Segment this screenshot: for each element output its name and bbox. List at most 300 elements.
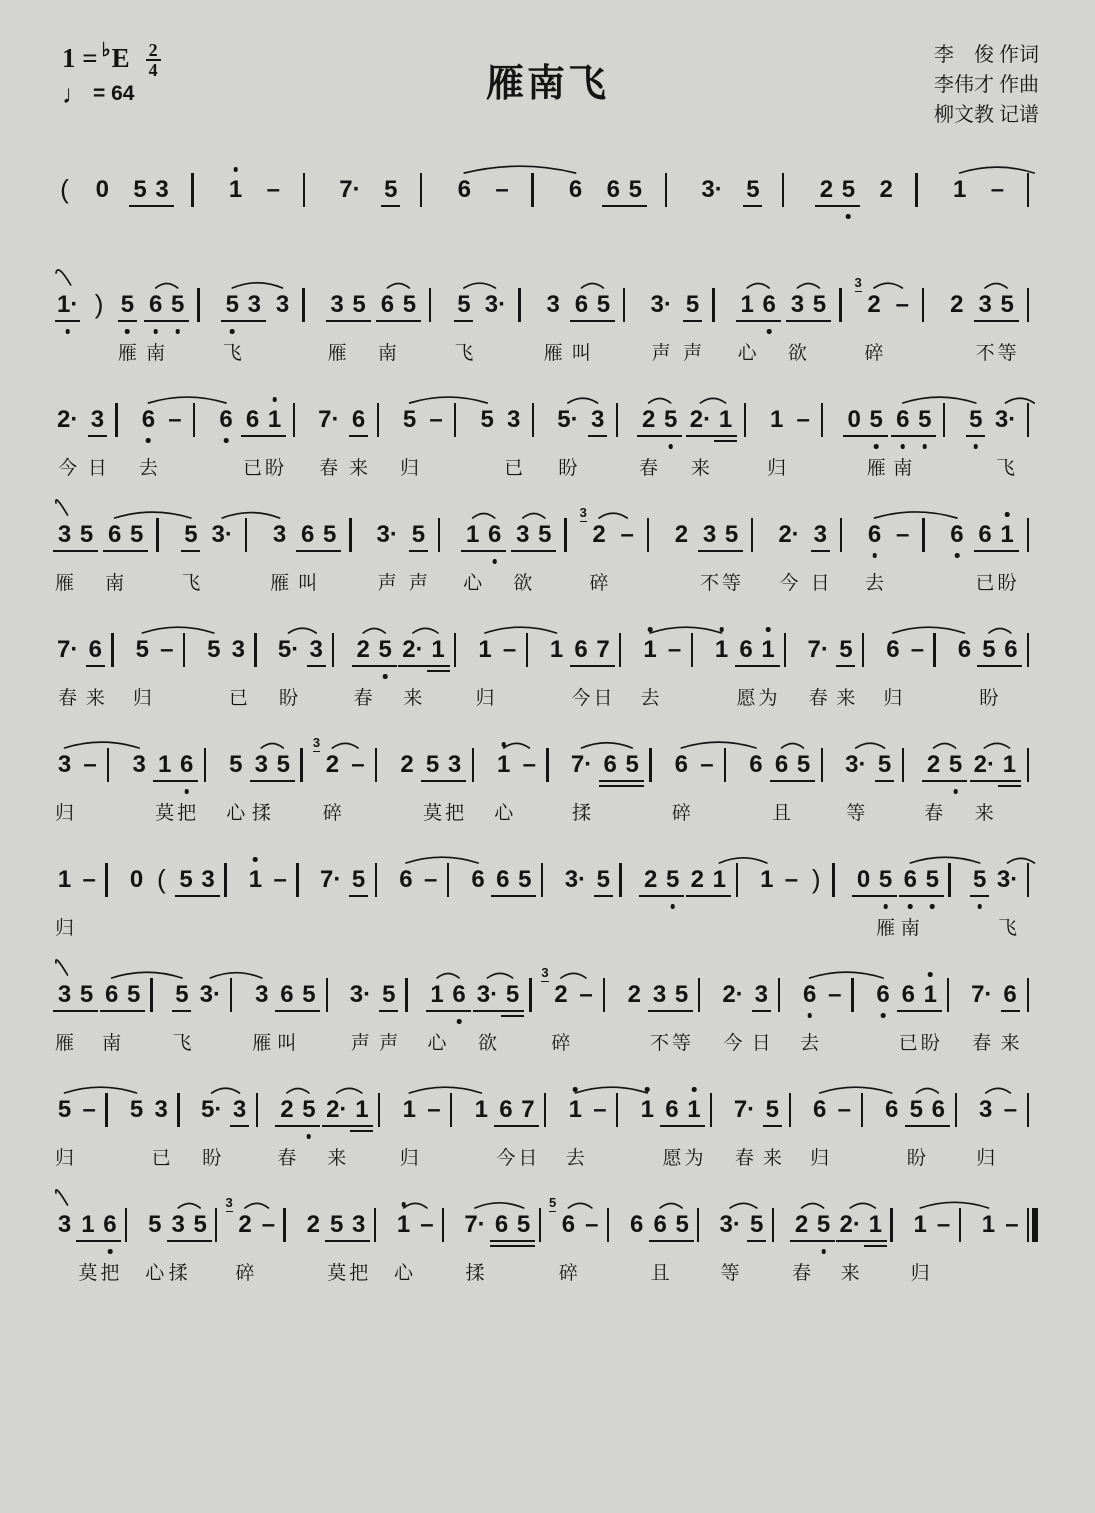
- note: [54, 739, 75, 824]
- dash-extension: [520, 739, 539, 821]
- note: [929, 1084, 948, 1166]
- note-digit: 3: [231, 636, 246, 663]
- note: [127, 509, 146, 591]
- note-digit: 2: [642, 406, 656, 433]
- note-digit: 1: [568, 1096, 582, 1123]
- barline: [114, 394, 131, 476]
- barline: [540, 854, 557, 936]
- beam-underline: [243, 320, 266, 322]
- flat-icon: ♭: [101, 40, 111, 61]
- lyric: 春: [924, 803, 944, 824]
- note: [814, 1199, 833, 1281]
- lyric: 来: [327, 1148, 347, 1169]
- music-line: [55, 255, 1043, 364]
- lyric: 春: [319, 458, 339, 479]
- lyric: 盼: [997, 573, 1017, 594]
- dash-extension: [80, 854, 99, 936]
- note-digit: 1: [761, 636, 775, 663]
- note-digit: 5·: [201, 1096, 223, 1123]
- beam-group: [792, 1199, 833, 1284]
- note-digit: 0: [856, 866, 871, 893]
- beam-group: [601, 739, 642, 821]
- dash-extension: [427, 394, 446, 476]
- dash-extension: [893, 279, 912, 361]
- note-digit: 1: [396, 1211, 411, 1238]
- beam-group: [463, 509, 504, 594]
- note-digit: 3: [790, 291, 805, 318]
- note-digit: 6: [494, 1211, 509, 1238]
- lyric: 日: [751, 1033, 771, 1054]
- note-digit: 5: [330, 1211, 344, 1238]
- beam-group: [924, 739, 965, 824]
- note-digit: 6: [280, 981, 294, 1008]
- note: [566, 164, 585, 246]
- note: [1000, 739, 1019, 821]
- lyric: 飞: [222, 343, 242, 364]
- beam-group: [243, 394, 285, 479]
- note: [571, 624, 591, 709]
- beam-underline: [786, 320, 809, 322]
- beam-group: [838, 1199, 885, 1284]
- beam-group: [400, 624, 447, 709]
- beam-underline: [349, 435, 368, 437]
- note-digit: –: [667, 636, 682, 663]
- lyric: 已: [151, 1148, 171, 1169]
- note-digit: 5: [724, 521, 739, 548]
- barline: [377, 1084, 394, 1166]
- note-digit: 5·: [277, 636, 300, 663]
- beam-underline: [103, 550, 126, 552]
- barline: [1026, 854, 1043, 936]
- note: [475, 969, 500, 1054]
- note-digit: 5: [596, 866, 610, 893]
- beam-underline: [381, 205, 400, 207]
- beam-underline: [602, 205, 625, 207]
- barline: [531, 394, 548, 476]
- beam-underline: [172, 1010, 191, 1012]
- barline: [453, 394, 470, 476]
- barline: [376, 394, 393, 476]
- barline: [788, 1084, 805, 1166]
- lyric: 等: [722, 573, 742, 594]
- note-digit: 6: [885, 1096, 899, 1123]
- note-digit: 2: [325, 751, 340, 778]
- note-digit: 6: [739, 636, 753, 663]
- note: [124, 969, 143, 1051]
- note-digit: 7·: [733, 1096, 756, 1123]
- octave-dot-low: [767, 329, 772, 334]
- note-digit: 6: [574, 636, 588, 663]
- note: [594, 279, 613, 361]
- barline: [1026, 279, 1043, 361]
- note: [877, 164, 896, 246]
- note-digit: 0: [95, 176, 109, 203]
- note-digit: –: [828, 981, 842, 1008]
- beam-group: [423, 739, 465, 824]
- note-digit: 1: [953, 176, 967, 203]
- note: [55, 624, 80, 709]
- note: [324, 1084, 349, 1169]
- octave-dot-low: [872, 553, 877, 558]
- note-row: [55, 1175, 1043, 1284]
- note-digit: 3: [652, 981, 667, 1008]
- note-digit: 3·: [845, 751, 867, 778]
- barline: [1026, 624, 1043, 706]
- beam-underline: [720, 550, 743, 552]
- note-digit: 1: [643, 636, 657, 663]
- note-digit: 1: [1000, 521, 1014, 548]
- note: [1001, 624, 1020, 706]
- lyric: 去: [565, 1148, 585, 1169]
- note: [594, 854, 613, 936]
- barline: [914, 164, 931, 246]
- beam-underline: [350, 1130, 373, 1132]
- note: [515, 854, 534, 936]
- note: [77, 969, 96, 1051]
- dash-extension: [157, 624, 176, 706]
- beam-underline: [944, 780, 967, 782]
- lyric: 归: [132, 688, 152, 709]
- lyric: 归: [767, 458, 787, 479]
- beam-underline: [427, 665, 450, 667]
- lyric: 雁: [327, 343, 347, 364]
- barline: [203, 739, 220, 821]
- note: [854, 275, 884, 364]
- note: [746, 739, 765, 821]
- note: [478, 394, 497, 476]
- note: [316, 394, 341, 479]
- barline: [942, 394, 959, 476]
- beam-underline: [144, 320, 167, 322]
- note: [710, 854, 729, 936]
- beam-underline: [307, 665, 326, 667]
- note-digit: 5: [302, 1096, 316, 1123]
- note: [639, 394, 659, 479]
- barline: [446, 854, 463, 936]
- note: [513, 509, 533, 594]
- music-line: [55, 140, 1043, 246]
- note: [920, 969, 940, 1054]
- note-digit: 5: [425, 751, 440, 778]
- note-digit: 6: [380, 291, 395, 318]
- note: [543, 279, 563, 364]
- beam-group: [898, 969, 940, 1054]
- note: [217, 394, 236, 476]
- beam-underline: [272, 780, 295, 782]
- rest-note: [845, 394, 864, 476]
- note-digit: 6: [931, 1096, 946, 1123]
- note-digit: 5: [480, 406, 494, 433]
- beam-group: [177, 854, 218, 936]
- beam-underline: [230, 1125, 249, 1127]
- note-digit: 5: [869, 406, 883, 433]
- note: [483, 279, 508, 361]
- note-row: [54, 945, 1043, 1054]
- note-digit: 5: [126, 981, 141, 1008]
- note: [699, 164, 724, 246]
- dash-extension: [271, 854, 290, 936]
- barline: [622, 279, 639, 361]
- note: [569, 739, 594, 824]
- note-digit: 1: [923, 981, 937, 1008]
- beam-underline: [296, 550, 319, 552]
- beam-underline: [592, 665, 615, 667]
- barline: [196, 279, 213, 361]
- note: [865, 509, 885, 594]
- lyric: 愿: [662, 1148, 682, 1169]
- note-digit: 5·: [557, 406, 579, 433]
- note-digit: 1: [497, 751, 511, 778]
- lyric: 今: [723, 1033, 743, 1054]
- note: [700, 509, 720, 594]
- beam-underline: [494, 1125, 517, 1127]
- note: [672, 509, 691, 591]
- note: [717, 1199, 742, 1284]
- barline: [947, 854, 964, 936]
- note: [997, 509, 1017, 594]
- note: [54, 509, 75, 594]
- note-digit: 1: [248, 866, 263, 893]
- beam-underline: [743, 205, 762, 207]
- octave-dot-low: [307, 1134, 312, 1139]
- note: [462, 1199, 487, 1284]
- lyric: 声: [350, 1033, 370, 1054]
- note: [671, 969, 692, 1054]
- note: [995, 854, 1020, 939]
- beam-underline: [770, 780, 793, 782]
- octave-dot-low: [977, 904, 982, 909]
- note-digit: 6: [471, 866, 485, 893]
- note: [906, 1084, 926, 1169]
- barline: [860, 1084, 877, 1166]
- note: [547, 624, 566, 706]
- lyric: 归: [810, 1148, 830, 1169]
- note: [400, 279, 419, 361]
- note: [810, 279, 829, 361]
- note-digit: –: [273, 866, 287, 893]
- note: [627, 1199, 646, 1281]
- barline: [471, 739, 488, 821]
- note-digit: 5: [538, 521, 552, 548]
- barline: [453, 624, 470, 706]
- beam-underline: [659, 435, 682, 437]
- note-digit: –: [895, 291, 909, 318]
- note-digit: 5: [878, 866, 893, 893]
- beam-group: [475, 969, 522, 1054]
- lyric: 来: [403, 688, 423, 709]
- beam-underline: [686, 435, 715, 437]
- note: [648, 279, 673, 364]
- note: [947, 509, 966, 591]
- note-digit: 5: [129, 1096, 144, 1123]
- lyric: 声: [377, 573, 397, 594]
- note-digit: 1: [402, 1096, 416, 1123]
- note: [151, 1084, 171, 1169]
- note-digit: –: [266, 176, 280, 203]
- octave-dot-low: [224, 438, 229, 443]
- time-signature-numerator: 2: [146, 42, 161, 61]
- octave-dot-low: [383, 674, 388, 679]
- lyric: 来: [348, 458, 369, 479]
- note: [298, 509, 318, 594]
- note: [979, 1199, 998, 1281]
- credit-composer: 李伟才 作曲: [934, 74, 1039, 96]
- note: [265, 394, 285, 479]
- note: [127, 1084, 146, 1166]
- note-digit: 6: [457, 176, 472, 203]
- beam-group: [845, 394, 886, 479]
- note-row: [54, 715, 1043, 824]
- note-digit: (: [60, 174, 69, 204]
- lyric: 归: [910, 1263, 930, 1284]
- beam-underline: [621, 785, 644, 787]
- lyric: 雁: [54, 573, 75, 594]
- beam-group: [688, 854, 729, 936]
- beam-underline: [349, 895, 368, 897]
- note-digit: 2: [879, 176, 893, 203]
- beam-underline: [98, 1240, 121, 1242]
- barline: [182, 624, 199, 706]
- octave-dot-low: [230, 329, 235, 334]
- beam-underline: [350, 1125, 373, 1127]
- note-digit: 6: [606, 176, 621, 203]
- note: [374, 509, 399, 594]
- lyric: 春: [353, 688, 373, 709]
- note: [327, 279, 347, 364]
- octave-dot-high: [692, 1087, 697, 1092]
- barline: [735, 854, 752, 936]
- barline: [781, 164, 798, 246]
- beam-group: [604, 164, 645, 246]
- beam-underline: [919, 1010, 942, 1012]
- note: [353, 624, 373, 709]
- dash-extension: [893, 509, 912, 591]
- note: [277, 1084, 297, 1169]
- barline: [696, 1199, 713, 1281]
- note: [757, 854, 776, 936]
- parenthesis: [55, 164, 74, 246]
- grace-note: 3: [541, 965, 549, 980]
- lyric: 揉: [168, 1263, 188, 1284]
- barline: [1026, 739, 1043, 821]
- beam-underline: [533, 550, 556, 552]
- note: [198, 969, 223, 1051]
- note-digit: 3·: [376, 521, 398, 548]
- note-digit: –: [351, 751, 365, 778]
- note-digit: 1: [913, 1211, 927, 1238]
- note-digit: 2·: [839, 1211, 861, 1238]
- note-digit: 2: [280, 1096, 294, 1123]
- beam-group: [975, 509, 1017, 594]
- music-line: [55, 370, 1043, 479]
- beam-underline: [874, 895, 897, 897]
- beam-underline: [698, 550, 721, 552]
- credits: [934, 40, 1039, 130]
- octave-dot-low: [175, 329, 180, 334]
- note-digit: 3·: [476, 981, 499, 1008]
- note-row: [55, 370, 1043, 479]
- dash-extension: [590, 1084, 609, 1166]
- note: [604, 164, 623, 246]
- note: [772, 739, 792, 824]
- dash-extension: [264, 164, 283, 246]
- note-digit: 5: [750, 1211, 764, 1238]
- barline: [771, 1199, 788, 1281]
- barline: [374, 739, 391, 821]
- note-digit: 5: [674, 981, 689, 1008]
- lyric: 归: [475, 688, 495, 709]
- beam-underline: [735, 665, 758, 667]
- lyric: 已: [504, 458, 524, 479]
- beam-underline: [443, 780, 466, 782]
- barline: [618, 854, 635, 936]
- note-digit: 5: [225, 291, 239, 318]
- lyric: 飞: [454, 343, 474, 364]
- beam-underline: [996, 550, 1019, 552]
- lyric: 叫: [277, 1033, 297, 1054]
- beam-underline: [594, 895, 613, 897]
- note: [571, 279, 591, 364]
- note-digit: 6: [568, 176, 583, 203]
- note-digit: –: [168, 406, 182, 433]
- note: [661, 394, 680, 476]
- note-digit: 6: [762, 291, 776, 318]
- lyric: 日: [87, 458, 107, 479]
- beam-underline: [843, 435, 866, 437]
- note-digit: 5: [79, 981, 94, 1008]
- octave-dot-low: [846, 214, 851, 219]
- lyric: 春: [58, 688, 78, 709]
- note: [923, 854, 942, 936]
- beam-group: [700, 509, 742, 594]
- barline: [1026, 1084, 1043, 1166]
- beam-underline: [592, 320, 615, 322]
- lyric: 盼: [920, 1033, 940, 1054]
- barline: [723, 739, 740, 821]
- barline: [615, 1084, 632, 1166]
- barline: [124, 1199, 141, 1281]
- lyric: 声: [408, 573, 428, 594]
- note: [210, 509, 235, 591]
- lyric: 为: [758, 688, 778, 709]
- lyric: 把: [100, 1263, 120, 1284]
- beam-underline: [714, 440, 737, 442]
- note-digit: 0: [129, 866, 144, 893]
- dash-extension: [934, 1199, 953, 1281]
- note: [349, 854, 368, 936]
- note-digit: 6: [653, 1211, 667, 1238]
- music-line: [54, 485, 1043, 594]
- note-digit: –: [579, 981, 593, 1008]
- note: [312, 735, 342, 824]
- barline: [932, 624, 949, 706]
- note-digit: 5: [765, 1096, 779, 1123]
- note-digit: 6: [399, 866, 413, 893]
- note-digit: 7·: [320, 866, 342, 893]
- note-digit: –: [429, 406, 443, 433]
- lyric: 碎: [671, 803, 691, 824]
- beam-underline: [151, 205, 174, 207]
- beam-underline: [899, 895, 922, 897]
- octave-dot-high: [272, 397, 277, 402]
- beam-underline: [864, 1240, 887, 1242]
- barline: [1026, 394, 1043, 476]
- beam-group: [737, 279, 779, 364]
- note-digit: 7·: [971, 981, 993, 1008]
- note: [168, 279, 187, 361]
- note: [972, 739, 997, 824]
- dash-extension: [1002, 1199, 1021, 1281]
